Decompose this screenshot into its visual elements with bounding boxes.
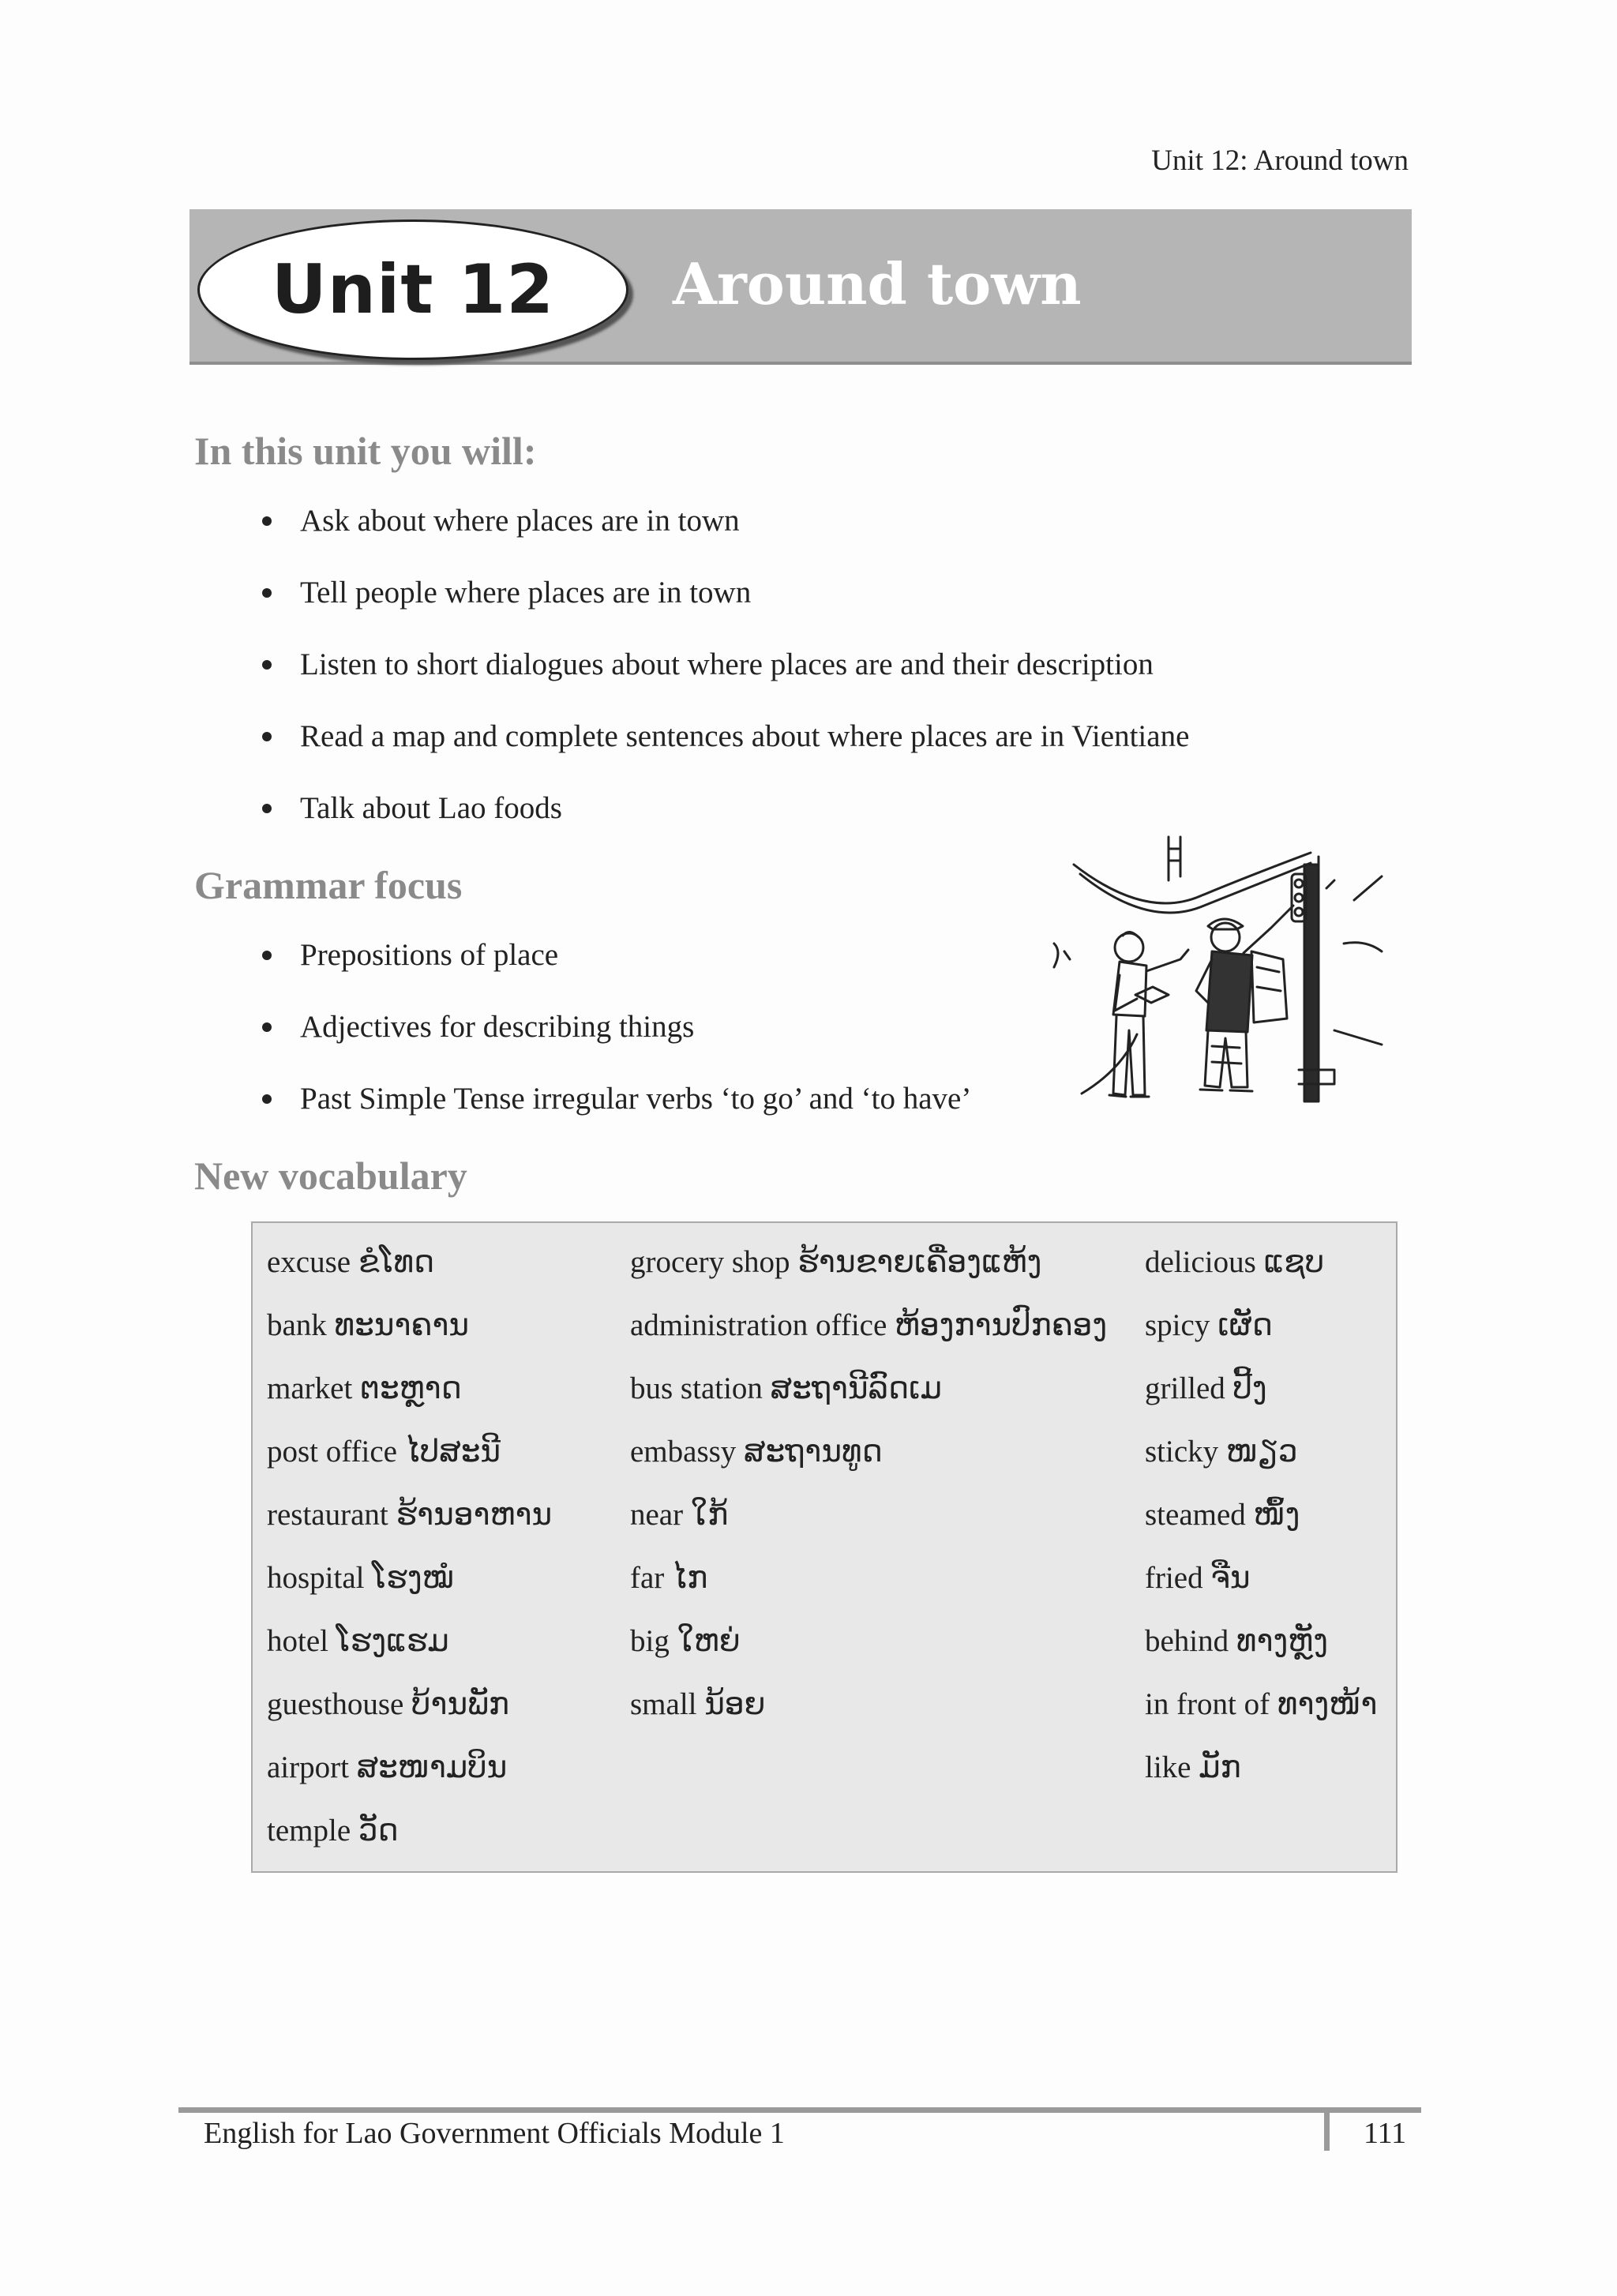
vocabulary-box: [251, 1221, 1398, 1873]
vocabulary-column-3: [1145, 1240, 1377, 1809]
vocabulary-item: far ໄກ: [630, 1561, 708, 1595]
vocabulary-item: like ມັກ: [1145, 1750, 1241, 1784]
footer-divider-tick: [1324, 2107, 1330, 2151]
vocabulary-item: grocery shop ຮ້ານຂາຍເຄື່ອງແຫ້ງ: [630, 1245, 1042, 1279]
vocabulary-item: fried ຈືນ: [1145, 1561, 1251, 1595]
vocabulary-item: bank ທະນາຄານ: [267, 1308, 470, 1342]
vocabulary-column-2: [630, 1240, 1107, 1746]
page-number: 111: [1364, 2117, 1407, 2150]
vocabulary-item: sticky ໜຽວ: [1145, 1435, 1298, 1469]
objective-item: Ask about where places are in town: [261, 499, 1189, 571]
unit-label-oval: [197, 219, 628, 360]
bullet-icon: [262, 516, 272, 526]
grammar-item: Adjectives for describing things: [261, 1005, 971, 1077]
vocabulary-item: grilled ປີ້ງ: [1145, 1371, 1267, 1405]
unit-title: Around town: [673, 250, 1082, 317]
objectives-list: [261, 499, 1189, 858]
bullet-icon: [262, 588, 272, 598]
running-head: Unit 12: Around town: [1151, 144, 1409, 177]
vocabulary-item: steamed ໜຶ້ງ: [1145, 1498, 1300, 1532]
vocabulary-item: temple ວັດ: [267, 1814, 399, 1848]
objective-item: Tell people where places are in town: [261, 571, 1189, 643]
footer-book-title: English for Lao Government Officials Module 1: [204, 2117, 785, 2150]
vocabulary-item: airport ສະໜາມບິນ: [267, 1750, 508, 1784]
grammar-item: Prepositions of place: [261, 933, 971, 1005]
objectives-heading: In this unit you will:: [194, 429, 537, 473]
bullet-icon: [262, 804, 272, 813]
bullet-icon: [262, 660, 272, 670]
vocabulary-item: restaurant ຮ້ານອາຫານ: [267, 1498, 553, 1532]
grammar-heading: Grammar focus: [194, 863, 463, 907]
vocabulary-item: in front of ທາງໜ້າ: [1145, 1687, 1378, 1721]
unit-label: Unit 12: [271, 250, 555, 329]
vocabulary-item: delicious ແຊບ: [1145, 1245, 1325, 1279]
vocabulary-item: excuse ຂໍໂທດ: [267, 1245, 435, 1279]
bullet-icon: [262, 732, 272, 741]
grammar-list: [261, 933, 971, 1149]
bullet-icon: [262, 1094, 272, 1104]
vocabulary-item: big ໃຫຍ່: [630, 1624, 741, 1658]
unit-banner: [189, 209, 1412, 365]
vocabulary-item: small ນ້ອຍ: [630, 1687, 766, 1721]
vocabulary-heading: New vocabulary: [194, 1154, 467, 1198]
bullet-icon: [262, 1022, 272, 1032]
vocabulary-item: hospital ໂຮງໝໍ: [267, 1561, 454, 1595]
bullet-icon: [262, 951, 272, 960]
vocabulary-item: guesthouse ບ້ານພັກ: [267, 1687, 510, 1721]
objective-item: Listen to short dialogues about where places are and their description: [261, 643, 1189, 715]
vocabulary-item: near ໃກ້: [630, 1498, 729, 1532]
vocabulary-column-1: [267, 1240, 552, 1872]
grammar-item: Past Simple Tense irregular verbs ‘to go’ and ‘to have’: [261, 1077, 971, 1149]
street-directions-illustration: [1050, 833, 1390, 1105]
vocabulary-item: post office ໄປສະນີ: [267, 1435, 501, 1469]
vocabulary-item: administration office ຫ້ອງການປົກຄອງ: [630, 1308, 1108, 1342]
vocabulary-item: behind ທາງຫຼັງ: [1145, 1624, 1329, 1658]
footer-divider: [178, 2107, 1421, 2113]
vocabulary-item: spicy ເຜັດ: [1145, 1308, 1273, 1342]
objective-item: Read a map and complete sentences about where places are in Vientiane: [261, 715, 1189, 786]
vocabulary-item: hotel ໂຮງແຮມ: [267, 1624, 449, 1658]
objective-item: Talk about Lao foods: [261, 786, 1189, 858]
vocabulary-item: market ຕະຫຼາດ: [267, 1371, 462, 1405]
vocabulary-item: embassy ສະຖານທູດ: [630, 1435, 883, 1469]
vocabulary-item: bus station ສະຖານີລົດເມ: [630, 1371, 943, 1405]
